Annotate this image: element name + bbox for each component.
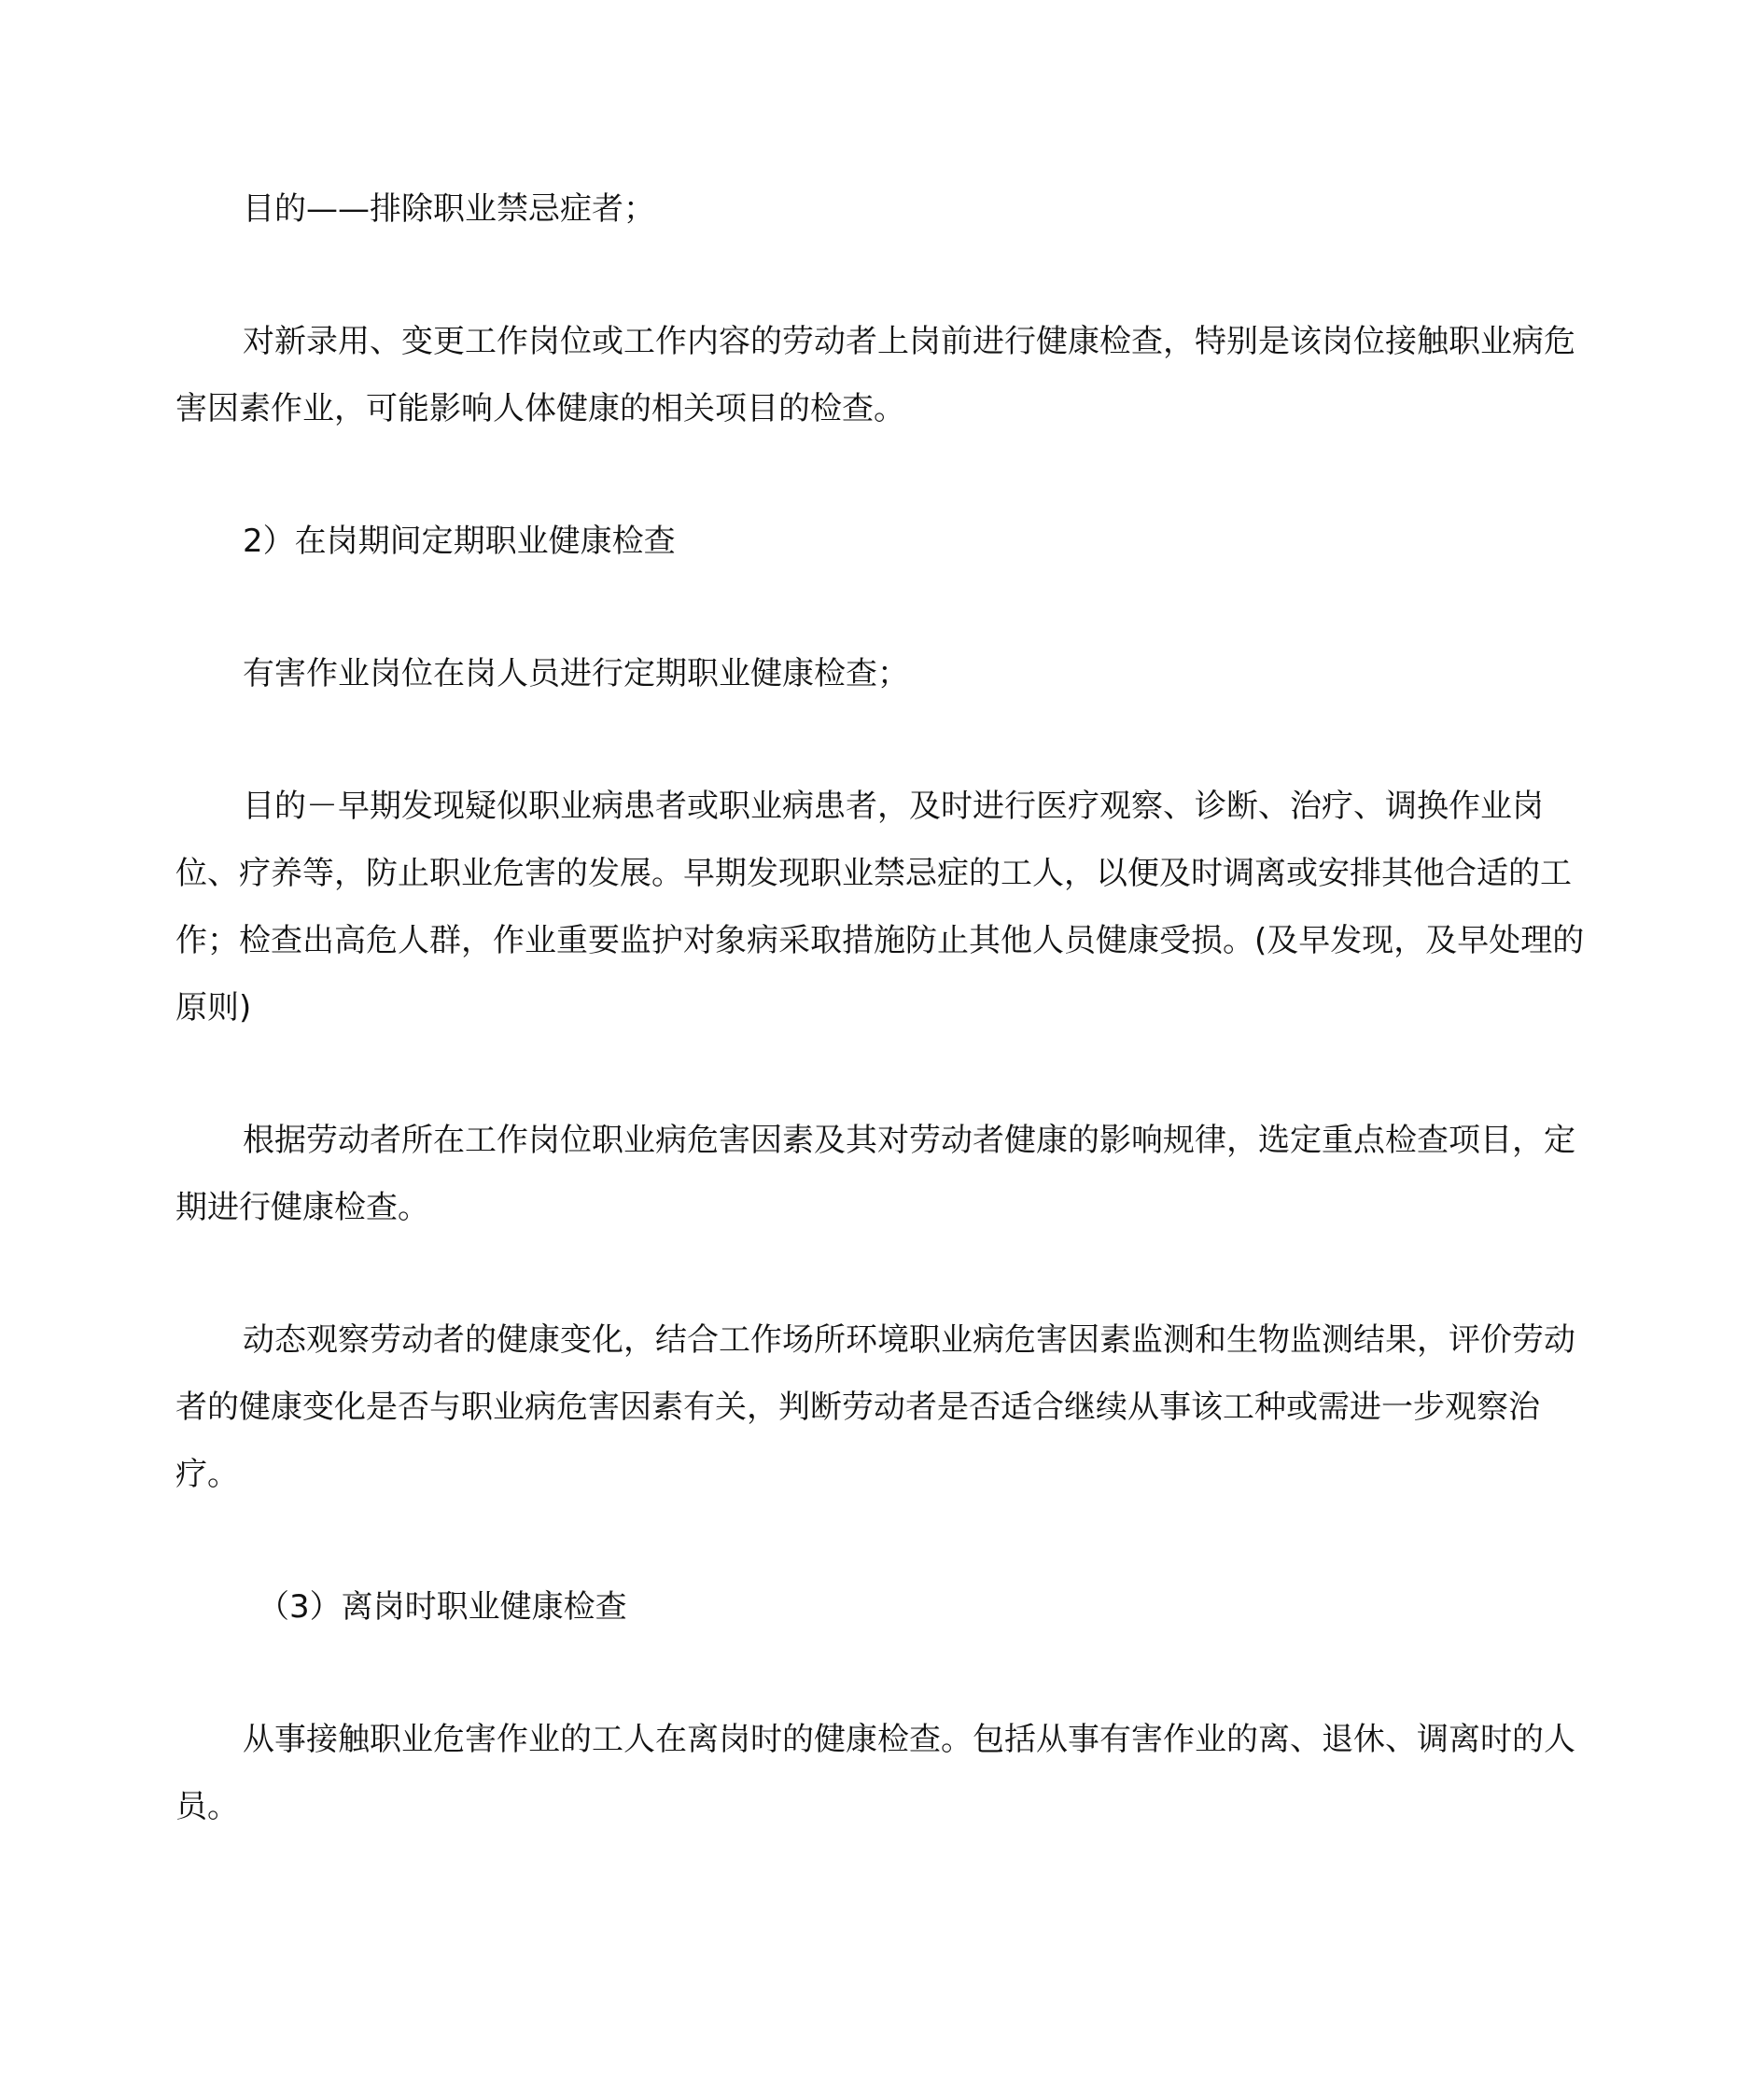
paragraph-purpose-exclusion: 目的——排除职业禁忌症者； <box>243 190 655 228</box>
paragraph-exit-check-scope: 从事接触职业危害作业的工人在离岗时的健康检查。包括从事有害作业的离、退休、调离时的人员。 <box>175 1721 1575 1825</box>
paragraph-periodic-check-scope: 有害作业岗位在岗人员进行定期职业健康检查； <box>243 655 909 692</box>
document-body <box>175 175 1585 1906</box>
paragraph-health-monitoring: 动态观察劳动者的健康变化，结合工作场所环境职业病危害因素监测和生物监测结果，评价劳动者的健康变化是否与职业病危害因素有关，判断劳动者是否适合继续从事该工种或需进一步观察治疗。 <box>175 1321 1575 1493</box>
section-heading-exit-check: （3）离岗时职业健康检查 <box>258 1588 627 1626</box>
section-heading-periodic-check: 2）在岗期间定期职业健康检查 <box>243 523 676 560</box>
paragraph-periodic-check-items: 根据劳动者所在工作岗位职业病危害因素及其对劳动者健康的影响规律，选定重点检查项目，定期进行健康检查。 <box>175 1122 1575 1226</box>
paragraph-pre-employment-check: 对新录用、变更工作岗位或工作内容的劳动者上岗前进行健康检查，特别是该岗位接触职业病危害因素作业，可能影响人体健康的相关项目的检查。 <box>175 323 1575 427</box>
paragraph-periodic-check-purpose: 目的－早期发现疑似职业病患者或职业病患者，及时进行医疗观察、诊断、治疗、调换作业岗位、疗养等，防止职业危害的发展。早期发现职业禁忌症的工人，以便及时调离或安排其他合适的工作；检查出高危人群，作业重要监护对象病采取措施防止其他人员健康受损。(及早发现，及早处理的原则) <box>175 788 1585 1027</box>
